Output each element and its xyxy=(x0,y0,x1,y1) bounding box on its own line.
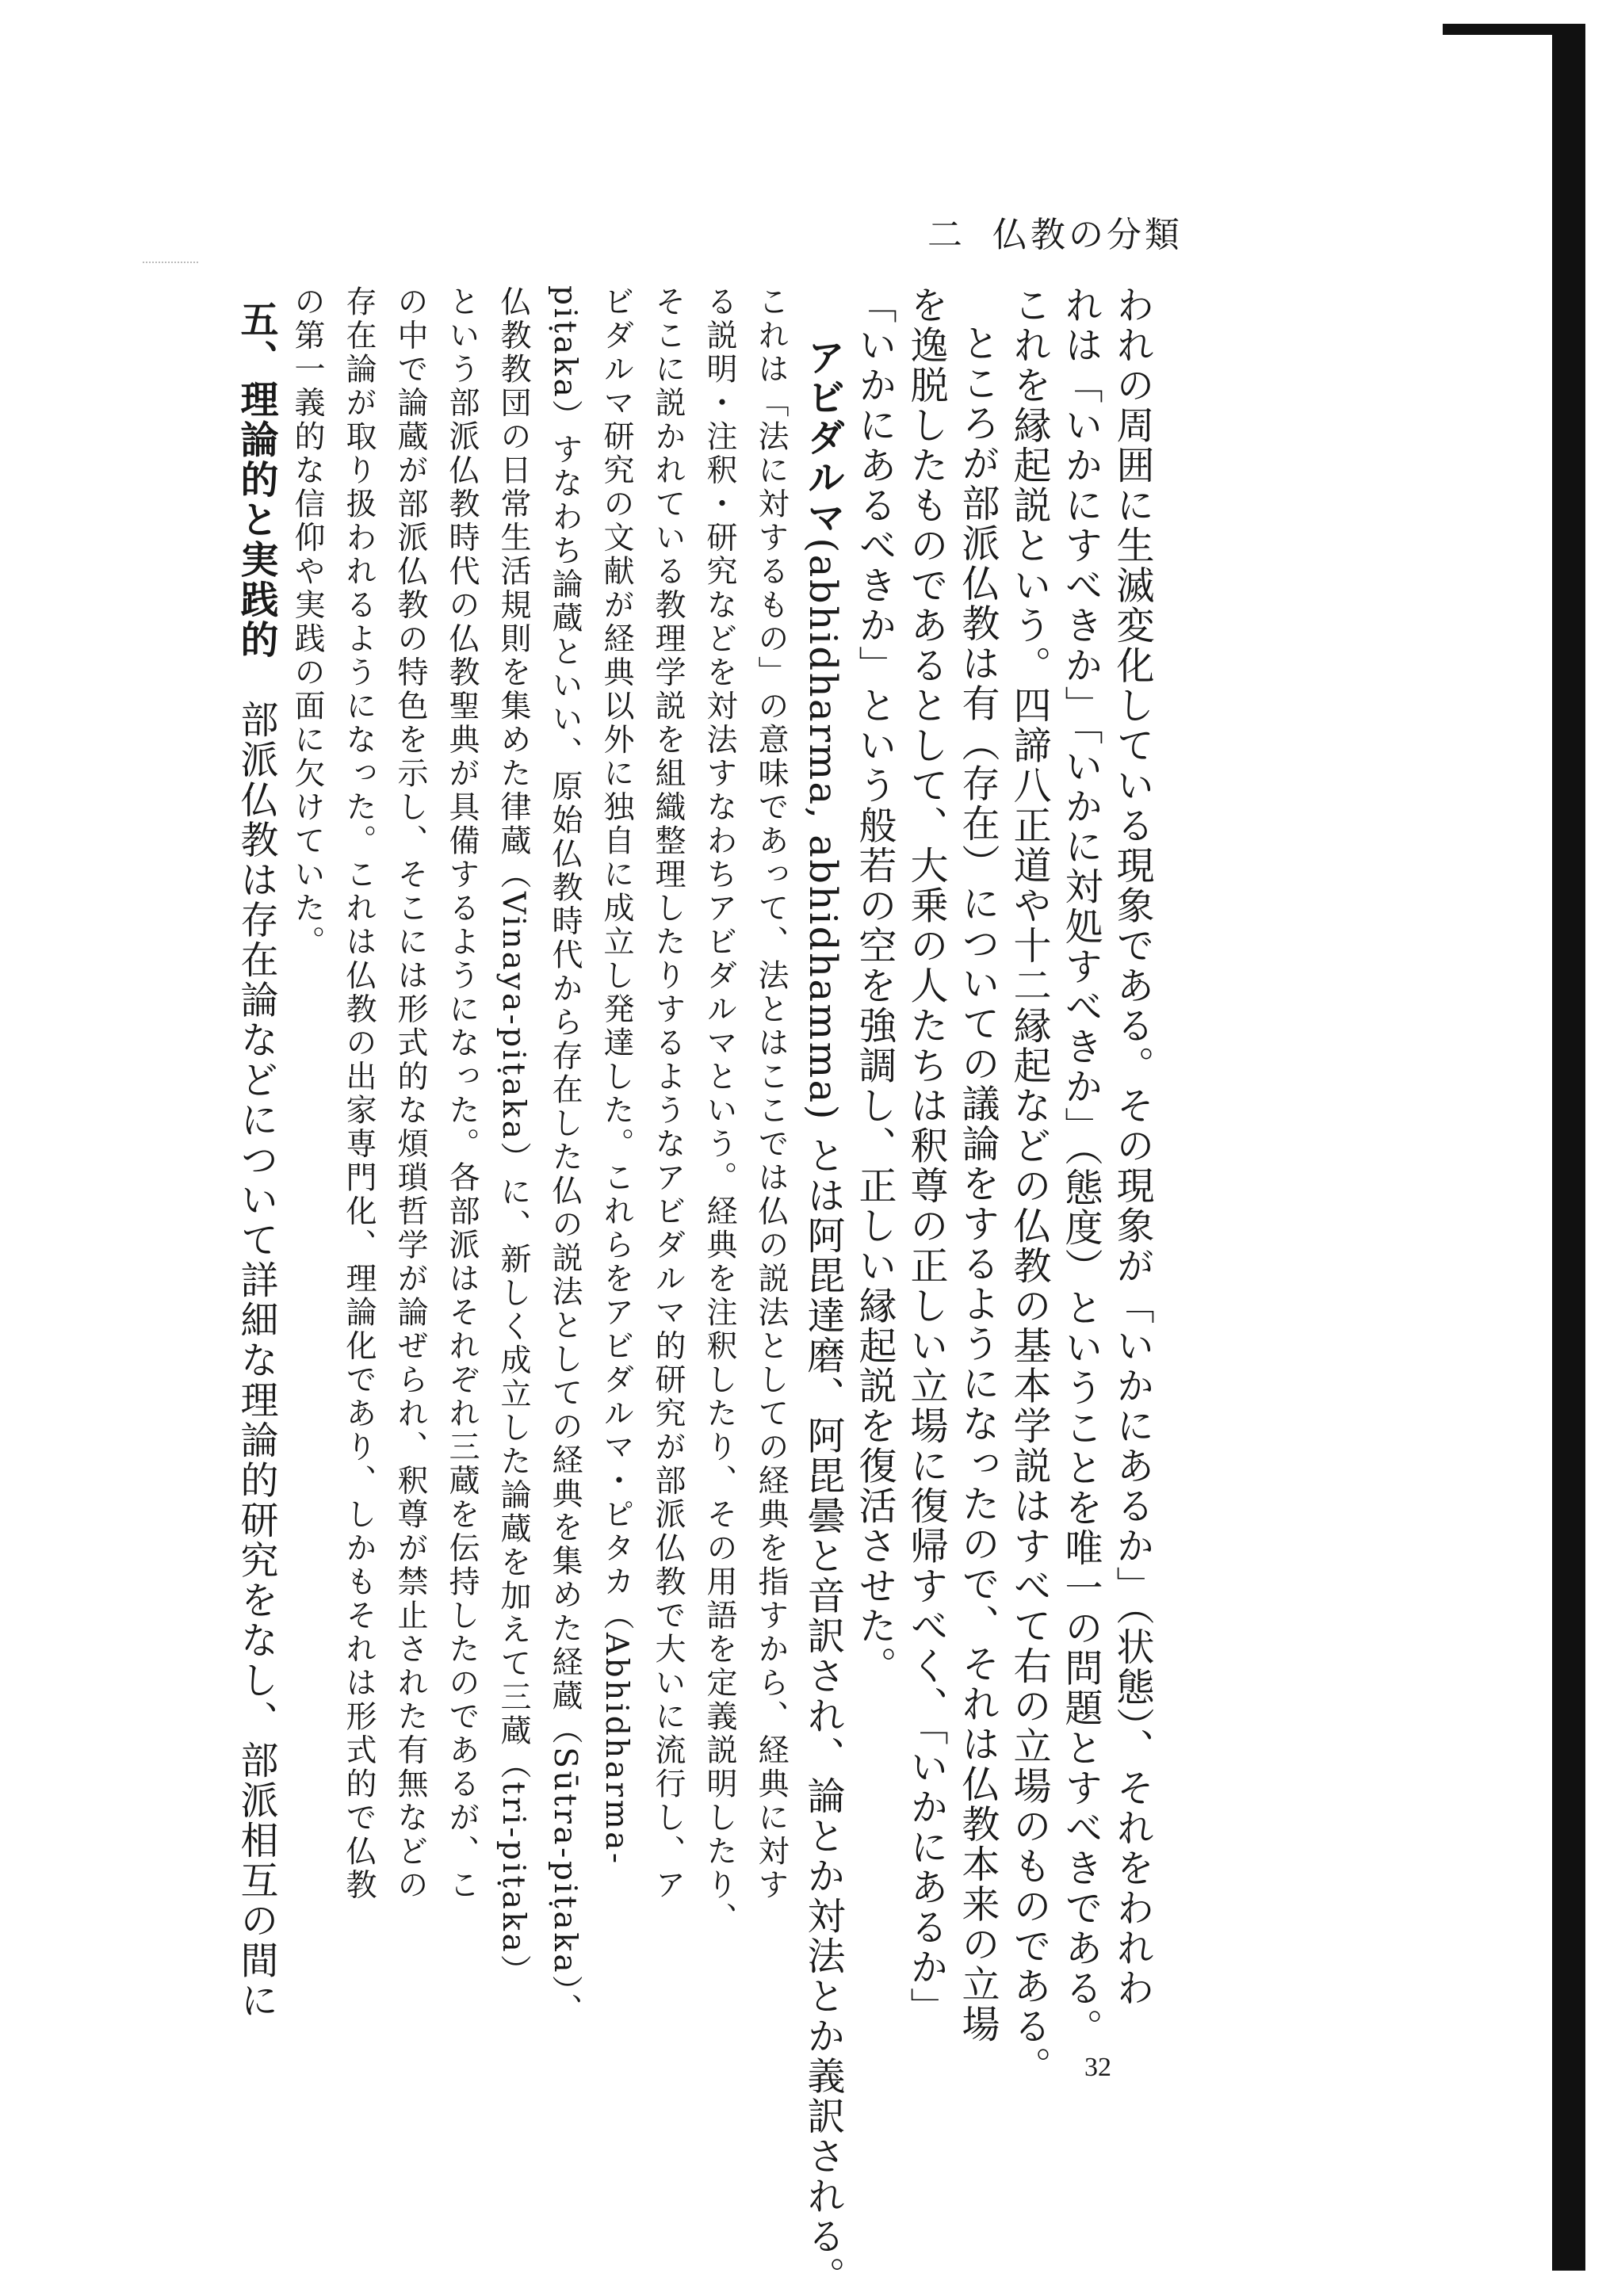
page-edge-shadow xyxy=(1552,32,1585,2271)
text-column: れは「いかにすべきか」「いかに対処すべきか」（態度）ということを唯一の問題とすべきである。 xyxy=(1054,285,1106,2013)
text-column: る説明・注釈・研究などを対法すなわちアビダルマという。経典を注釈したり、その用語を定義説明したり、 xyxy=(694,285,745,2013)
text-column: の第一義的な信仰や実践の面に欠けていた。 xyxy=(281,285,333,2013)
section-five-start xyxy=(230,300,281,2013)
text-column: という部派仏教時代の仏教聖典が具備するようになった。各部派はそれぞれ三蔵を伝持したのであるが、こ xyxy=(436,285,488,2013)
page-number: 32 xyxy=(1084,2053,1111,2083)
text-column: これを縁起説という。四諦八正道や十二縁起などの仏教の基本学説はすべて右の立場のものである。 xyxy=(1003,285,1054,2013)
text-column: 仏教教団の日常生活規則を集めた律蔵（Vinaya-piṭaka）に、新しく成立した論蔵を加えて三蔵（tri-piṭaka） xyxy=(488,285,539,2013)
text-column: piṭaka）すなわち論蔵といい、原始仏教時代から存在した仏の説法としての経典を集めた経蔵（Sūtra-piṭaka）、 xyxy=(539,285,591,2013)
abhidharma-paragraph-start xyxy=(797,300,848,2013)
section-heading-abhidharma: アビダルマ xyxy=(801,338,845,538)
section-heading-five: 五、理論的と実践的 xyxy=(234,300,278,660)
chapter-number: 二 xyxy=(927,215,966,255)
text-column: の中で論蔵が部派仏教の特色を示し、そこには形式的な煩瑣哲学が論ぜられ、釈尊が禁止された有無などの xyxy=(384,285,436,2013)
text-column: これは「法に対するもの」の意味であって、法とはここでは仏の説法としての経典を指すから、経典に対す xyxy=(745,285,797,2013)
body-text xyxy=(32,285,1157,2013)
text-column: ビダルマ研究の文献が経典以外に独自に成立し発達した。これらをアビダルマ・ピタカ（Abhidharma- xyxy=(591,285,642,2013)
text-column: ところが部派仏教は有（存在）についての議論をするようになったので、それは仏教本来の立場 xyxy=(951,285,1003,2013)
running-head xyxy=(927,206,1181,257)
text-column: を逸脱したものであるとして、大乗の人たちは釈尊の正しい立場に復帰すべく、「いかにあるか」 xyxy=(900,285,951,2013)
text-column: 「いかにあるべきか」という般若の空を強調し、正しい縁起説を復活させた。 xyxy=(848,285,900,2013)
scan-specks xyxy=(143,262,198,268)
chapter-title: 仏教の分類 xyxy=(992,215,1183,255)
text-column: われの周囲に生滅変化している現象である。その現象が「いかにあるか」（状態）、それをわれわ xyxy=(1106,285,1157,2013)
text-run: 部派仏教は存在論などについて詳細な理論的研究をなし、部派相互の間に xyxy=(234,700,278,2021)
text-column: そこに説かれている教理学説を組織整理したりするようなアビダルマ的研究が部派仏教で大いに流行し、ア xyxy=(642,285,694,2013)
text-column: 存在論が取り扱われるようになった。これは仏教の出家専門化、理論化であり、しかもそれは形式的で仏教 xyxy=(333,285,384,2013)
text-run: (abhidharma, abhidhamma) とは阿毘達磨、阿毘曇と音訳され、論とか対法とか義訳される。 xyxy=(801,538,845,2296)
